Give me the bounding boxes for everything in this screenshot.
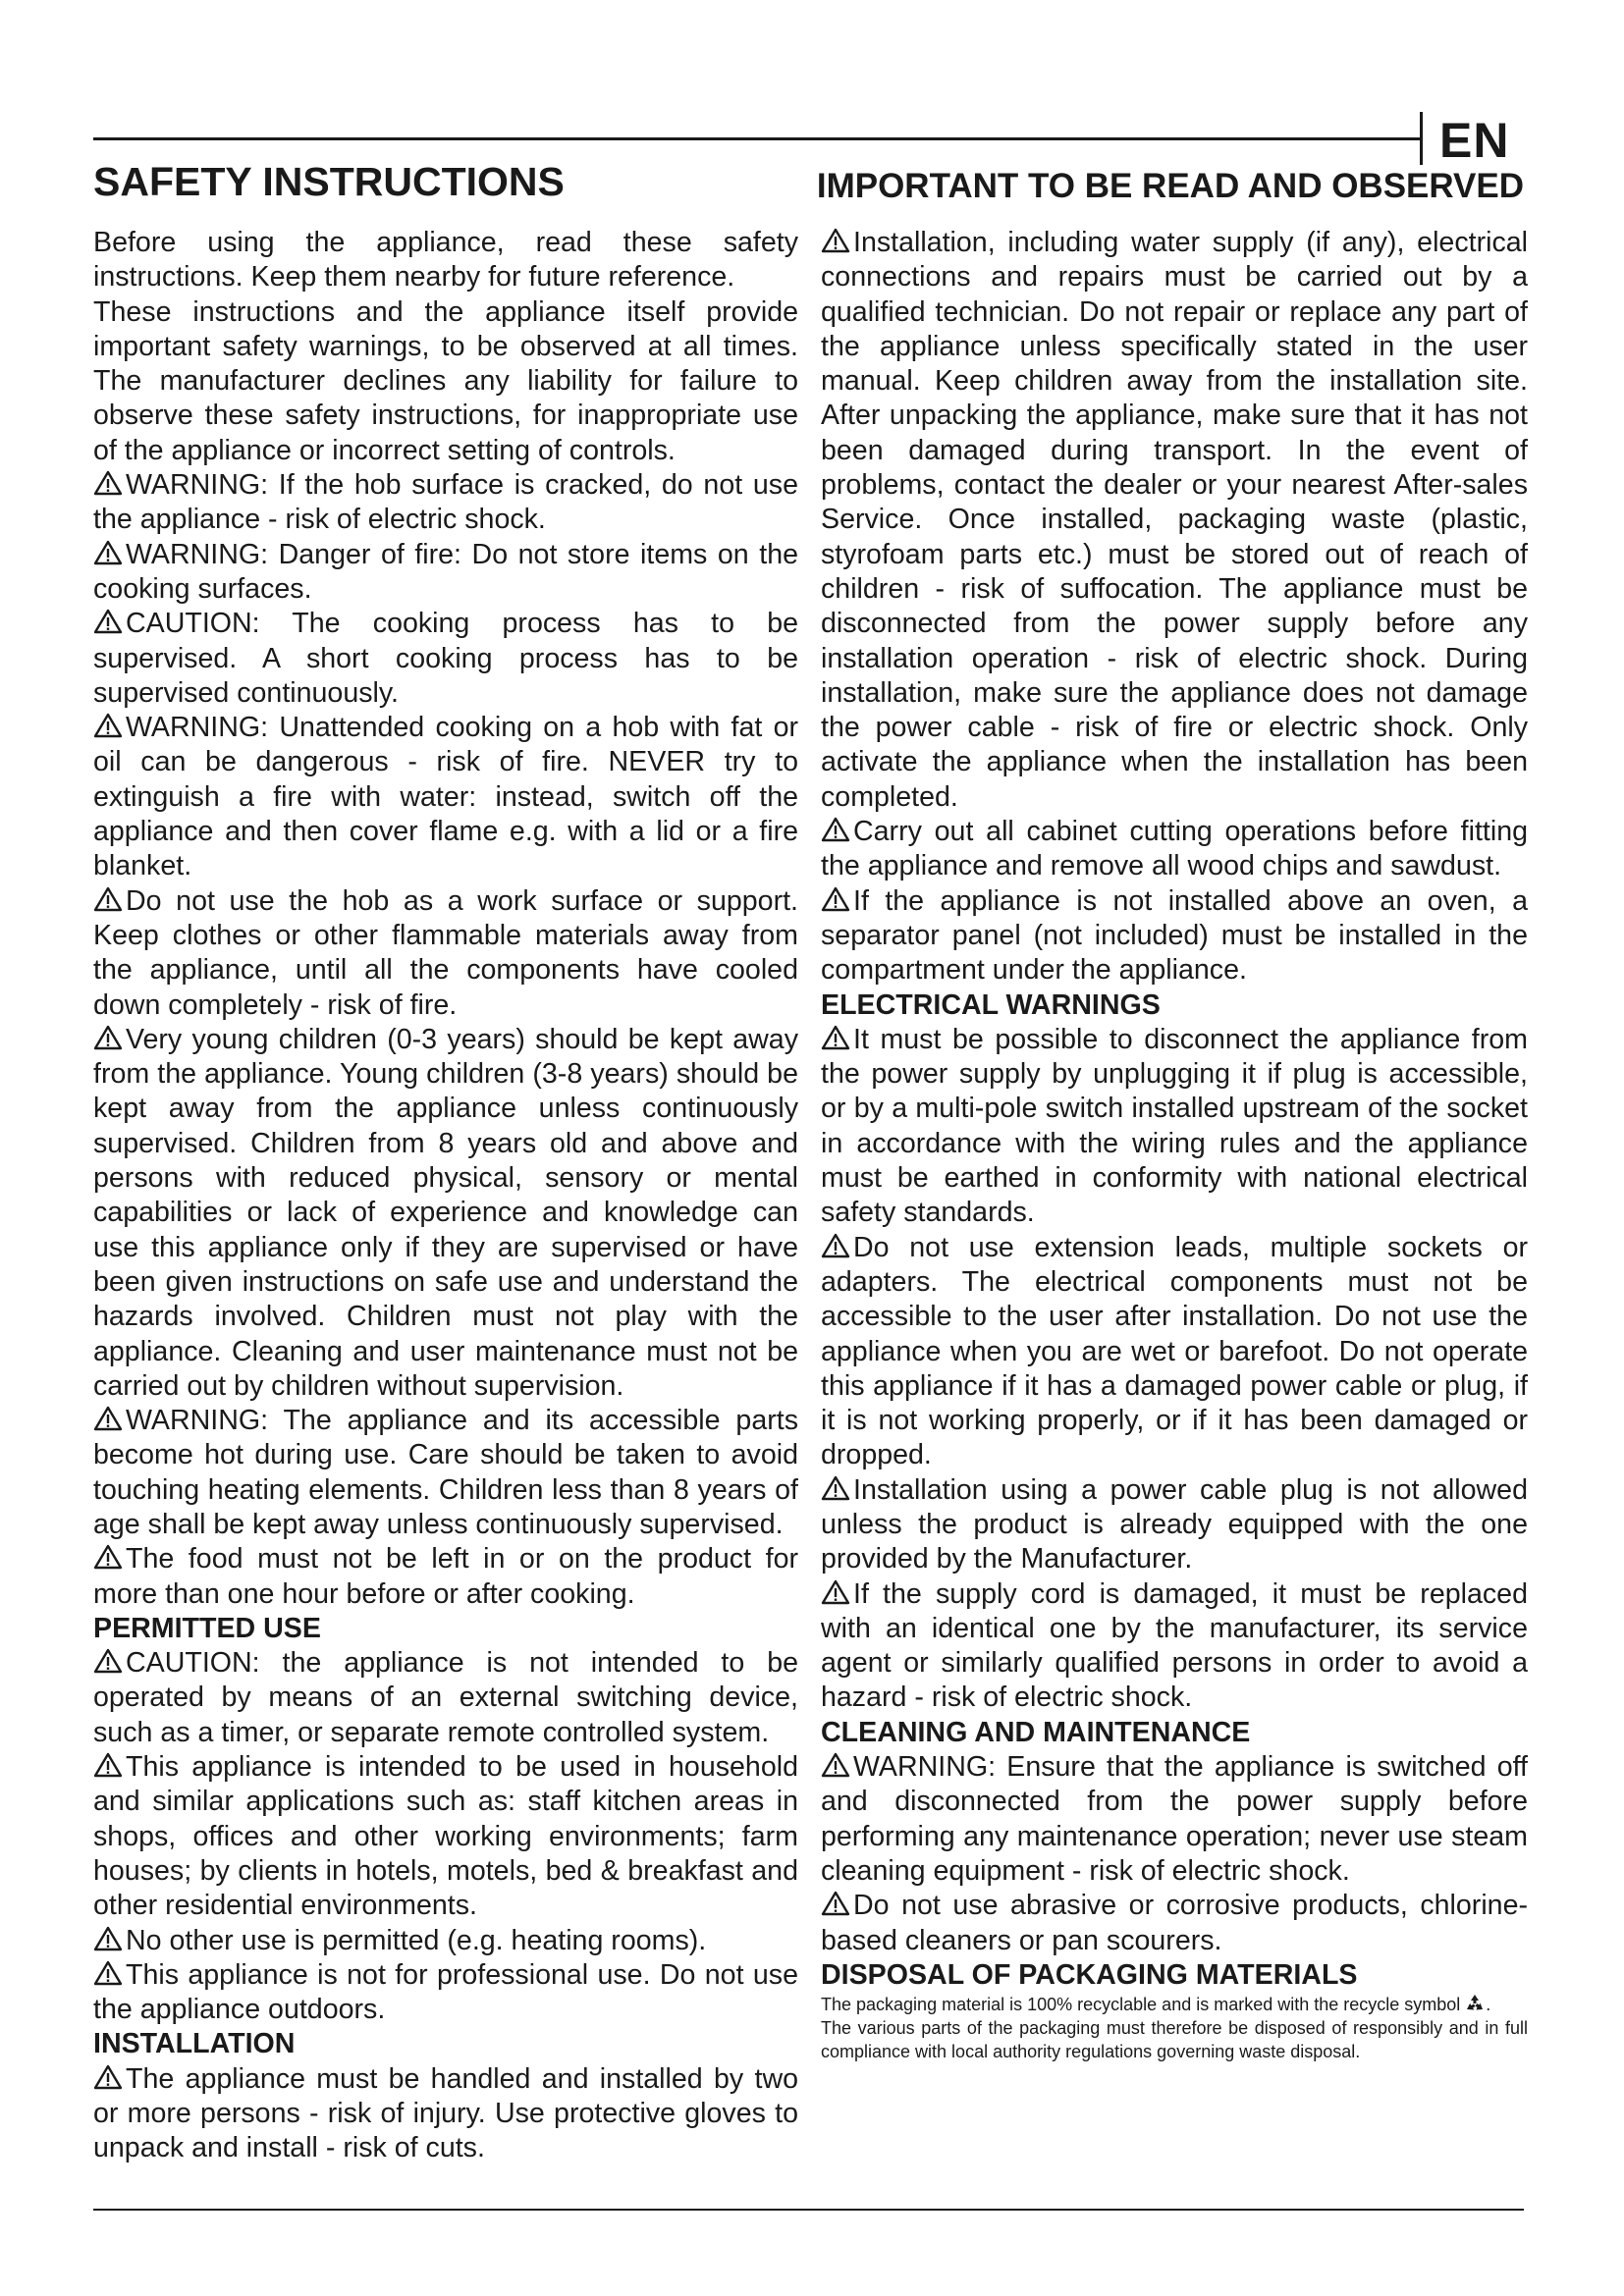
warning-triangle-icon (93, 538, 123, 572)
warning-triangle-icon (93, 1542, 123, 1576)
warning-item (821, 1231, 1528, 1473)
intro-paragraph: Before using the appliance, read these safety instructions. Keep them nearby for future reference. (93, 227, 798, 294)
warning-item (93, 2062, 798, 2166)
warning-triangle-icon (821, 1023, 850, 1057)
warning-item (93, 1404, 798, 1542)
warning-triangle-icon (93, 1404, 123, 1438)
warning-triangle-icon (93, 1958, 123, 1993)
disposal-text-1: The packaging material is 100% recyclable and is marked with the recycle symbol (821, 1995, 1461, 2015)
warning-text: The appliance must be handled and installed by two or more persons - risk of injury. Use protective gloves to unpack and install - risk of cuts. (93, 2062, 798, 2164)
warning-item (93, 884, 798, 1023)
warning-item (93, 1958, 798, 2028)
warning-triangle-icon (93, 711, 123, 745)
warning-item (93, 711, 798, 883)
header-rule (93, 137, 1421, 140)
warning-item (93, 1542, 798, 1612)
warning-text: Do not use abrasive or corrosive products, chlorine-based cleaners or pan scourers. (821, 1890, 1528, 1956)
warning-item (821, 884, 1528, 988)
warning-text: WARNING: If the hob surface is cracked, do not use the appliance - risk of electric shock. (93, 469, 798, 536)
recycle-icon (1464, 1993, 1486, 2016)
warning-text: No other use is permitted (e.g. heating rooms). (126, 1924, 707, 1956)
warning-item (93, 538, 798, 608)
warning-triangle-icon (821, 1577, 850, 1612)
warning-triangle-icon (821, 1231, 850, 1265)
page-title: SAFETY INSTRUCTIONS (93, 159, 565, 204)
section-heading-installation: INSTALLATION (93, 2028, 296, 2060)
warning-text: Do not use the hob as a work surface or support. Keep clothes or other flammable materials away from the appliance, until all the components have cooled down completely - risk of fire. (93, 884, 798, 1021)
warning-item (93, 1750, 798, 1923)
warning-text: It must be possible to disconnect the appliance from the power supply by unplugging it if plug is accessible, or by a multi-pole switch installed upstream of the socket in accordance with the wiring rules and the appliance must be earthed in conformity with national electrical safety standards. (821, 1023, 1528, 1229)
warning-text: If the supply cord is damaged, it must be replaced with an identical one by the manufacturer, its service agent or similarly qualified persons in order to avoid a hazard - risk of electric shock. (821, 1577, 1528, 1714)
warning-item (93, 1023, 798, 1404)
warning-triangle-icon (93, 607, 123, 641)
warning-text: WARNING: The appliance and its accessible parts become hot during use. Care should be taken to avoid touching heating elements. Children less than 8 years of age shall be kept away unless continuously supervised. (93, 1405, 798, 1540)
warning-triangle-icon (93, 1924, 123, 1958)
warning-triangle-icon (821, 1750, 850, 1785)
warning-triangle-icon (821, 884, 850, 919)
section-heading-disposal: DISPOSAL OF PACKAGING MATERIALS (821, 1958, 1358, 1991)
section-heading-electrical: ELECTRICAL WARNINGS (821, 988, 1161, 1021)
warning-triangle-icon (93, 468, 123, 503)
warning-triangle-icon (821, 1473, 850, 1508)
warning-text: This appliance is not for professional use. Do not use the appliance outdoors. (93, 1958, 798, 2026)
warning-item (821, 1473, 1528, 1577)
section-heading-cleaning: CLEANING AND MAINTENANCE (821, 1716, 1251, 1748)
warning-text: Installation, including water supply (if any), electrical connections and repairs must be carried out by a qualified technician. Do not repair or replace any part of the appliance unless specifically stated in the user manual. Keep children away from the installation site. After unpacking the appliance, make sure that it has not been damaged during transport. In the event of problems, contact the dealer or your nearest After-sales Service. Once installed, packaging waste (plastic, styrofoam parts etc.) must be stored out of reach of children - risk of suffocation. The appliance must be disconnected from the power supply before any installation operation - risk of electric shock. During installation, make sure the appliance does not damage the power cable - risk of fire or electric shock. Only activate the appliance when the installation has been completed. (821, 227, 1528, 813)
warning-text: WARNING: Danger of fire: Do not store items on the cooking surfaces. (93, 538, 798, 605)
warning-triangle-icon (821, 226, 850, 260)
intro-paragraph: These instructions and the appliance itself provide important safety warnings, to be observed at all times. The manufacturer declines any liability for failure to observe these safety instructions, for inappropriate use of the appliance or incorrect setting of controls. (93, 295, 798, 466)
section-heading-permitted-use: PERMITTED USE (93, 1612, 321, 1644)
warning-text: Carry out all cabinet cutting operations before fitting the appliance and remove all wood chips and sawdust. (821, 816, 1528, 882)
warning-triangle-icon (93, 884, 123, 919)
disposal-text: The packaging material is 100% recyclable and is marked with the recycle symbol . (821, 1995, 1491, 2015)
warning-item (821, 1889, 1528, 1958)
warning-item (821, 226, 1528, 815)
warning-text: The food must not be left in or on the product for more than one hour before or after cooking. (93, 1543, 798, 1610)
warning-item (93, 607, 798, 711)
warning-item (93, 1646, 798, 1750)
warning-triangle-icon (821, 815, 850, 849)
warning-triangle-icon (93, 1646, 123, 1681)
warning-text: WARNING: Unattended cooking on a hob with fat or oil can be dangerous - risk of fire. NEVER try to extinguish a fire with water: instead, switch off the appliance and then cover flame e.g. with a lid or a fire blanket. (93, 712, 798, 882)
page-subtitle: IMPORTANT TO BE READ AND OBSERVED (816, 167, 1524, 205)
warning-text: CAUTION: The cooking process has to be supervised. A short cooking process has to be supervised continuously. (93, 608, 798, 709)
footer-rule (93, 2209, 1524, 2211)
warning-triangle-icon (93, 1750, 123, 1785)
left-column (93, 226, 798, 2166)
warning-item (821, 1023, 1528, 1231)
warning-item (93, 1924, 798, 1958)
warning-item (93, 468, 798, 538)
warning-item (821, 1577, 1528, 1716)
disposal-text-2: The various parts of the packaging must therefore be disposed of responsibly and in full compliance with local authority regulations governing waste disposal. (821, 2018, 1528, 2062)
warning-text: Very young children (0-3 years) should be kept away from the appliance. Young children (3-8 years) should be kept away from the appliance unless continuously supervised. Children from 8 years old and above and persons with reduced physical, sensory or mental capabilities or lack of experience and knowledge can use this appliance only if they are supervised or have been given instructions on safe use and understand the hazards involved. Children must not play with the appliance. Cleaning and user maintenance must not be carried out by children without supervision. (93, 1023, 798, 1402)
language-code: EN (1439, 113, 1510, 168)
warning-text: If the appliance is not installed above an oven, a separator panel (not included) must be installed in the compartment under the appliance. (821, 884, 1528, 987)
warning-text: Do not use extension leads, multiple sockets or adapters. The electrical components must not be accessible to the user after installation. Do not use the appliance when you are wet or barefoot. Do not operate this appliance if it has a damaged power cable or plug, if it is not working properly, or if it has been damaged or dropped. (821, 1231, 1528, 1471)
warning-item (821, 1750, 1528, 1889)
warning-item (821, 815, 1528, 884)
warning-text: This appliance is intended to be used in household and similar applications such as: staff kitchen areas in shops, offices and other working environments; farm houses; by clients in hotels, motels, bed & breakfast and other residential environments. (93, 1751, 798, 1922)
warning-triangle-icon (821, 1889, 850, 1923)
right-column (821, 226, 1528, 2063)
warning-text: CAUTION: the appliance is not intended to be operated by means of an external switching device, such as a timer, or separate remote controlled system. (93, 1647, 798, 1748)
warning-triangle-icon (93, 1023, 123, 1057)
warning-text: Installation using a power cable plug is not allowed unless the product is already equipped with the one provided by the Manufacturer. (821, 1473, 1528, 1575)
warning-text: WARNING: Ensure that the appliance is switched off and disconnected from the power supply before performing any maintenance operation; never use steam cleaning equipment - risk of electric shock. (821, 1751, 1528, 1887)
warning-triangle-icon (93, 2062, 123, 2097)
